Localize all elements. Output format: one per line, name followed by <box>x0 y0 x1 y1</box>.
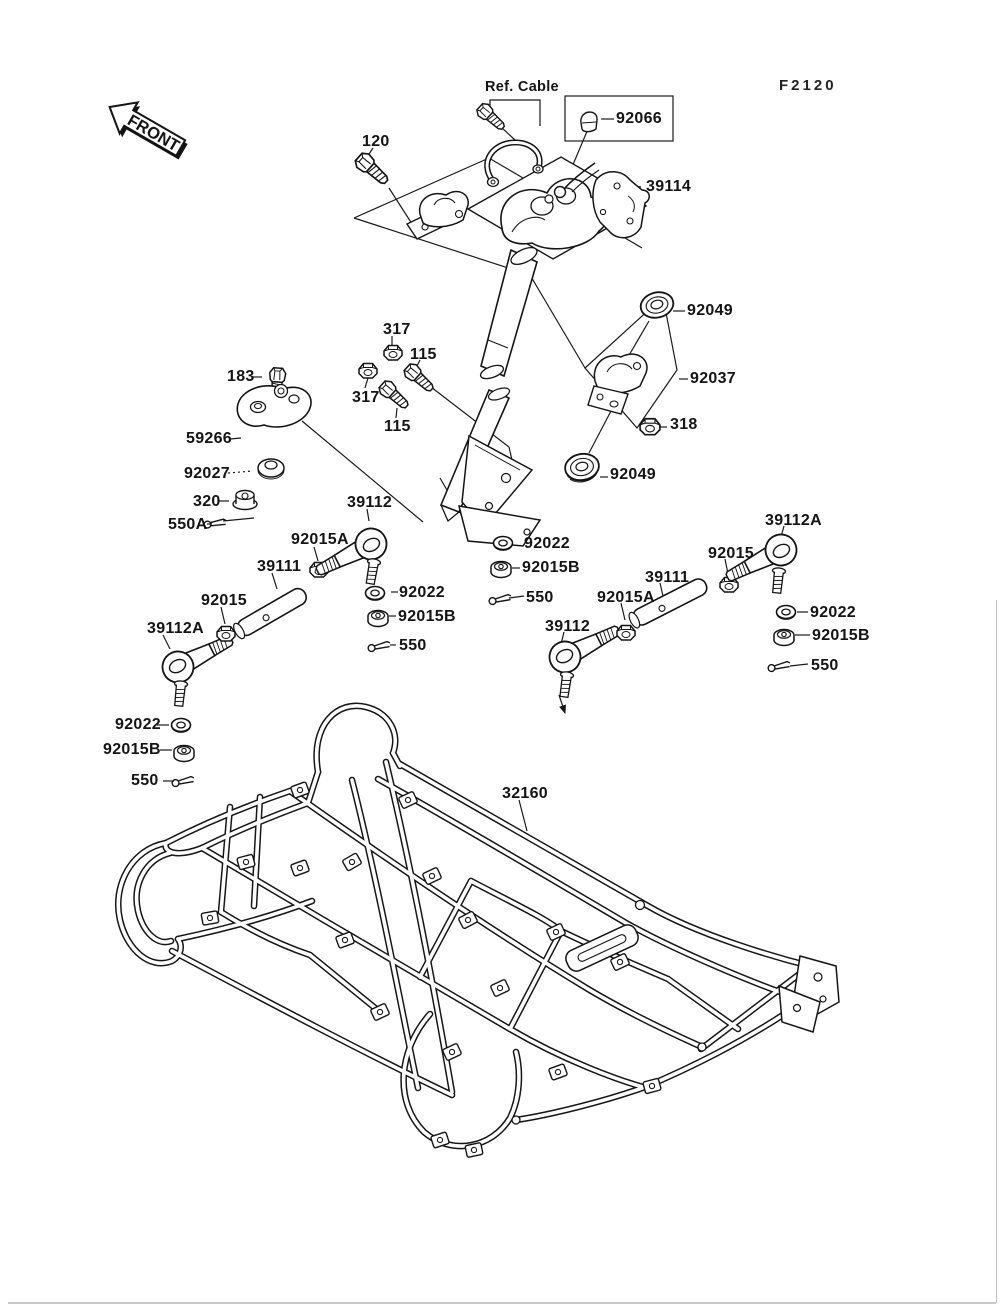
figure-code: F2120 <box>779 77 837 94</box>
seal-92049-top-icon <box>638 289 676 321</box>
locknut-92015B-c2-icon <box>491 562 511 578</box>
label-92022-c2: 92022 <box>524 535 570 552</box>
label-550-c4: 550 <box>131 772 159 789</box>
label-92022-c3: 92022 <box>810 604 856 621</box>
washer-92022-c1-icon <box>366 587 385 601</box>
small-parts <box>204 101 676 528</box>
nut-318-icon <box>640 419 660 435</box>
label-92049-bottom: 92049 <box>610 466 656 483</box>
label-92015B-c3: 92015B <box>812 627 870 644</box>
label-92022-c4: 92022 <box>115 716 161 733</box>
front-arrow-text: FRONT <box>124 111 183 156</box>
label-550-c3: 550 <box>811 657 839 674</box>
label-92015B-c2: 92015B <box>522 559 580 576</box>
label-115-b: 115 <box>384 418 411 435</box>
label-92015-right: 92015 <box>708 545 754 562</box>
cotter-pin-550-c4-icon <box>172 776 195 787</box>
locknut-92015B-c3-icon <box>774 630 794 646</box>
front-arrow <box>100 91 193 167</box>
washer-92022-c3-icon <box>777 606 796 620</box>
scan-border <box>8 600 997 1303</box>
nut-92015-left-icon <box>217 627 235 642</box>
bolt-115a-icon <box>402 361 437 395</box>
tie-rod-left <box>157 523 392 706</box>
frame-details <box>201 782 839 1158</box>
ref-cable-bolt-icon <box>475 101 508 133</box>
label-92015A-right: 92015A <box>597 589 655 606</box>
label-39114: 39114 <box>646 178 692 195</box>
label-39111-right: 39111 <box>645 569 690 586</box>
bolt-120-icon <box>353 150 392 188</box>
label-39112A-right: 39112A <box>765 512 822 529</box>
label-39112A-left: 39112A <box>147 620 204 637</box>
nut-92015A-right-icon <box>617 626 635 641</box>
locknut-92015B-c1-icon <box>368 611 388 627</box>
label-92015A-left: 92015A <box>291 531 349 548</box>
cotter-pin-550-c1-icon <box>368 641 391 652</box>
label-317-a: 317 <box>383 321 411 338</box>
nut-317b-icon <box>359 364 377 379</box>
washer-92022-c4-icon <box>172 719 191 733</box>
label-320: 320 <box>193 493 221 510</box>
label-32160: 32160 <box>502 785 548 802</box>
label-ref-cable: Ref. Cable <box>485 79 559 95</box>
label-183: 183 <box>227 368 255 385</box>
label-92015-left: 92015 <box>201 592 247 609</box>
nut-317a-icon <box>384 346 402 361</box>
seal-92049-bottom-icon <box>563 451 601 484</box>
tie-rod-right <box>544 529 802 698</box>
label-92022-c1: 92022 <box>399 584 445 601</box>
label-92027: 92027 <box>184 465 230 482</box>
bolt-115b-icon <box>377 378 412 412</box>
label-92037: 92037 <box>690 370 736 387</box>
label-550-c2: 550 <box>526 589 554 606</box>
label-115-a: 115 <box>410 346 437 363</box>
label-120: 120 <box>362 133 390 150</box>
label-317-b: 317 <box>352 389 380 406</box>
label-550A: 550A <box>168 516 208 533</box>
label-92015B-c4: 92015B <box>103 741 161 758</box>
label-92015B-c1: 92015B <box>398 608 456 625</box>
label-92066: 92066 <box>616 110 662 127</box>
label-39111-left: 39111 <box>257 558 302 575</box>
cotter-pin-550-c2-icon <box>489 594 512 605</box>
label-550-c1: 550 <box>399 637 427 654</box>
locknut-92015B-c4-icon <box>174 746 194 762</box>
cotter-pin-550-c3-icon <box>768 661 791 672</box>
label-59266: 59266 <box>186 430 232 447</box>
washer-92022-c2-icon <box>494 537 513 551</box>
label-318: 318 <box>670 416 698 433</box>
label-39112-left: 39112 <box>347 494 393 511</box>
label-92049-top: 92049 <box>687 302 733 319</box>
label-39112-right: 39112 <box>545 618 591 635</box>
